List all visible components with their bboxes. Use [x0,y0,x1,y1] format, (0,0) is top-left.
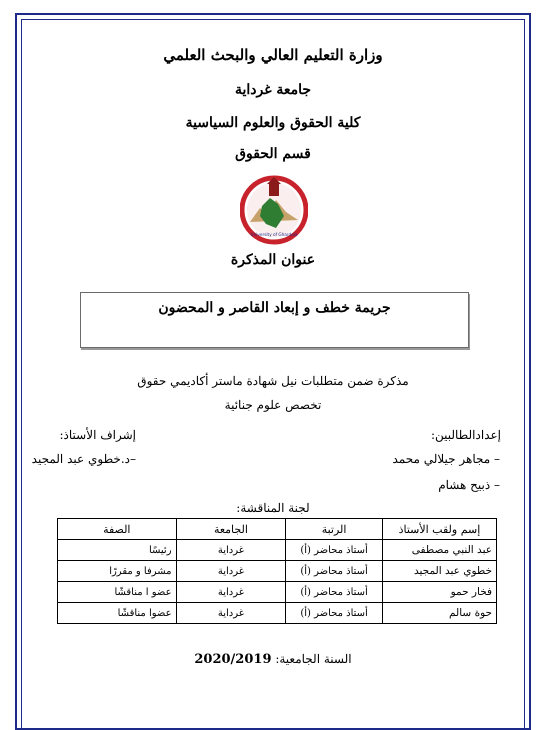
col-header-rank: الرتبة [286,519,383,540]
jury-name: خطوي عبد المجيد [382,561,496,582]
supervisor-name: –د.خطوي عبد المجيد [31,452,136,466]
faculty-heading: كلية الحقوق والعلوم السياسية [185,115,361,131]
ministry-heading: وزارة التعليم العالي والبحث العلمي [163,46,383,64]
jury-name: حوة سالم [382,603,496,624]
university-logo [240,170,308,252]
table-row [58,540,497,561]
jury-university: غرداية [176,540,286,561]
cover-page [26,24,520,724]
jury-role: عضو ا مناقشًا [58,582,177,603]
table-row [58,561,497,582]
jury-role: رئيسًا [58,540,177,561]
jury-name: عبد النبي مصطفى [382,540,496,561]
table-row [58,603,497,624]
degree-line: مذكرة ضمن متطلبات نيل شهادة ماستر أكاديمي حقوق [137,374,409,388]
academic-year-line [26,652,520,667]
jury-table [57,518,497,624]
supervision-label: إشراف الأستاذ: [59,428,136,442]
jury-university: غرداية [176,561,286,582]
university-heading: جامعة غرداية [234,82,312,98]
jury-role: عضوا مناقشًا [58,603,177,624]
col-header-name: إسم ولقب الأستاذ [382,519,496,540]
jury-university: غرداية [176,582,286,603]
department-heading: قسم الحقوق [235,146,311,162]
jury-rank: أستاذ محاضر (أ) [286,603,383,624]
jury-rank: أستاذ محاضر (أ) [286,540,383,561]
col-header-university: الجامعة [176,519,286,540]
prepared-by-label: إعدادالطالبين: [430,428,501,442]
col-header-role: الصفة [58,519,177,540]
jury-name: فخار حمو [382,582,496,603]
jury-role: مشرفا و مقررًا [58,561,177,582]
academic-year-label: السنة الجامعية: [275,652,352,666]
table-row [58,582,497,603]
jury-university: غرداية [176,603,286,624]
svg-text:University of Ghardaia: University of Ghardaia [250,232,298,237]
memo-title-box [80,292,469,348]
specialty-line: تخصص علوم جنائية [224,398,322,412]
jury-label: لجنة المناقشة: [236,501,310,515]
jury-rank: أستاذ محاضر (أ) [286,561,383,582]
jury-rank: أستاذ محاضر (أ) [286,582,383,603]
jury-table-header [58,519,497,540]
student-2: – ذبيح هشام [438,478,500,492]
memo-title: جريمة خطف و إبعاد القاصر و المحضون [158,300,391,316]
student-1: – مجاهر جيلالي محمد [392,452,500,466]
academic-year-value: 2020/2019 [194,652,272,667]
memo-title-label: عنوان المذكرة [230,252,316,268]
